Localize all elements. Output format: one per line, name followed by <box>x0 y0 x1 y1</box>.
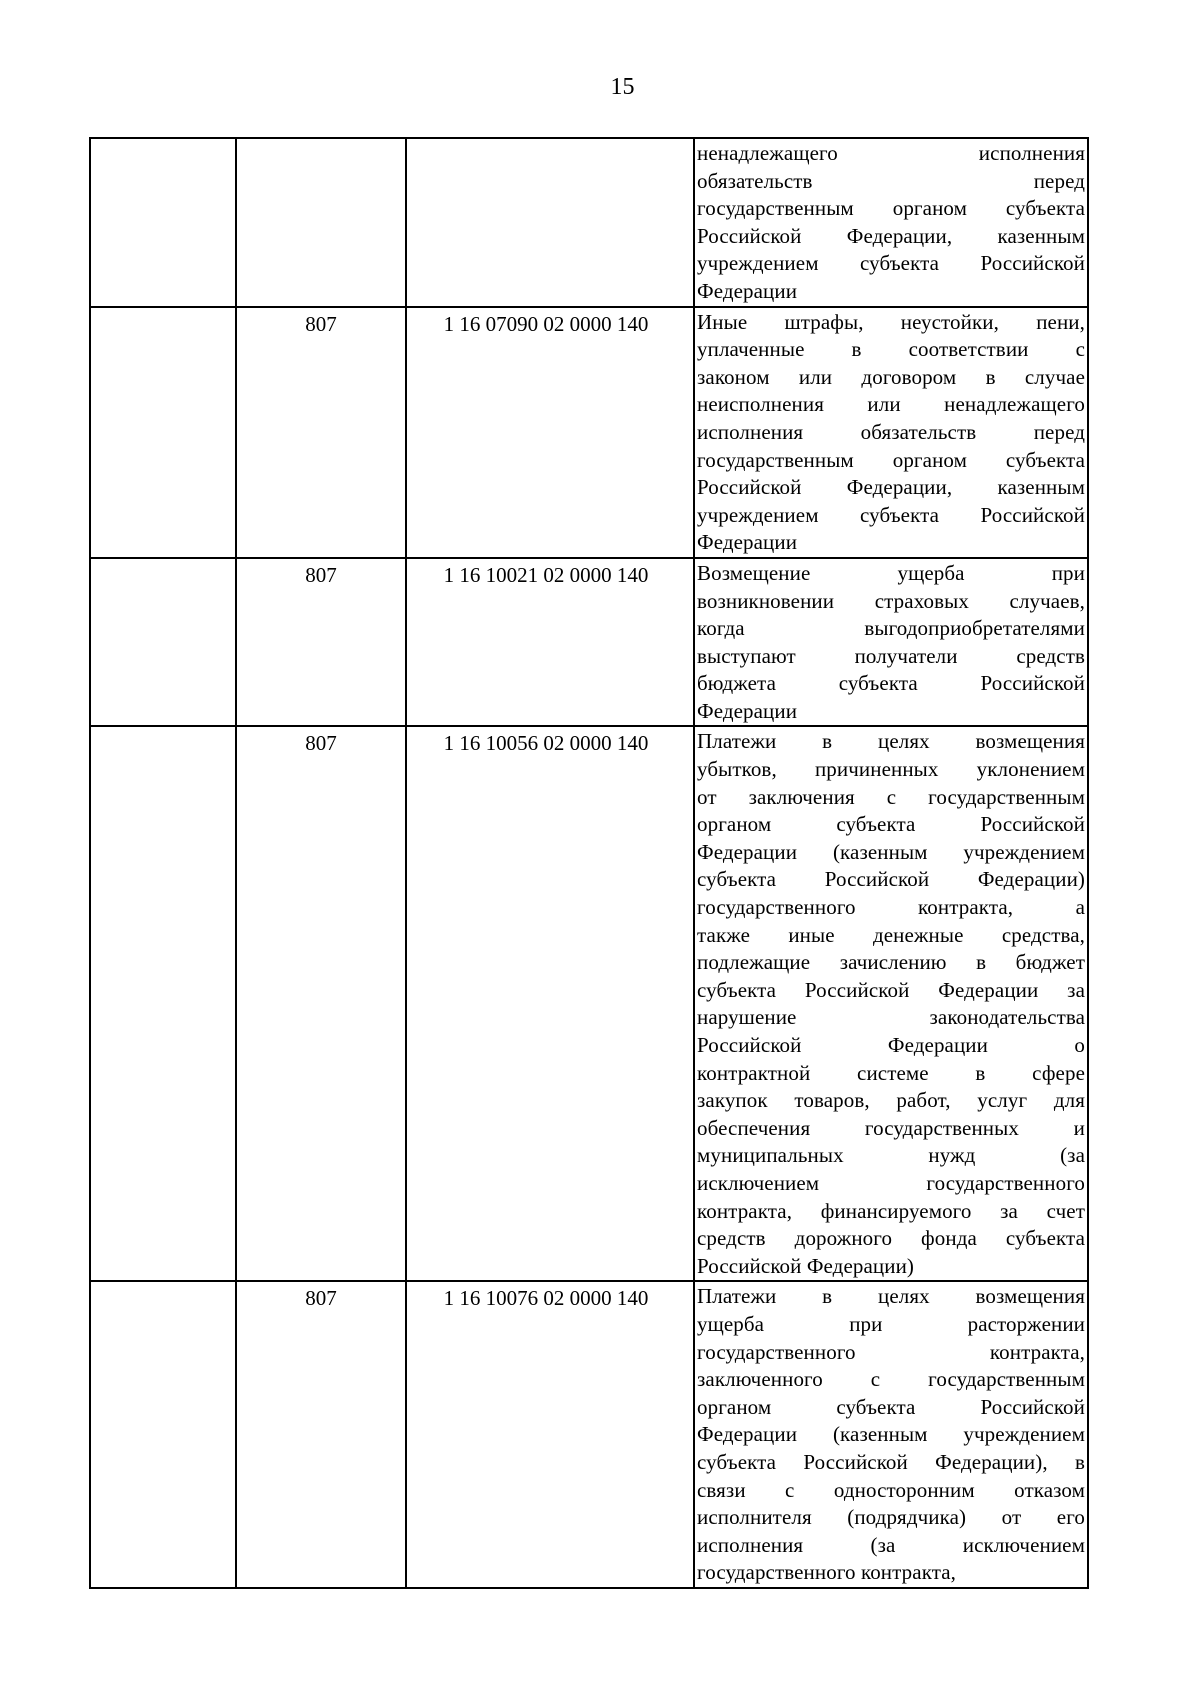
description-line: Российской Федерации о <box>697 1033 1085 1057</box>
description-line: Федерации (казенным учреждением <box>697 1422 1085 1447</box>
table-row <box>90 307 1088 558</box>
table-body <box>90 138 1088 1588</box>
description-line: выступают получатели средств <box>697 643 1085 668</box>
description-line: субъекта Российской Федерации за <box>697 977 1085 1002</box>
description-line: субъекта Российской Федерации), в <box>697 1449 1085 1474</box>
budget-code-table <box>89 137 1089 1589</box>
description-line: Российской Федерации) <box>697 1253 915 1278</box>
description-line: заключенного с государственным <box>697 1367 1085 1392</box>
description-cell <box>694 307 1088 558</box>
description-line: контрактной системе в сфере <box>697 1060 1085 1085</box>
description-line: государственного контракта, а <box>697 895 1085 920</box>
kbk-code-cell: 1 16 10021 02 0000 140 <box>406 558 694 727</box>
admin-code-cell: 807 <box>236 1281 406 1588</box>
description-line: возникновении страховых случаев, <box>697 588 1085 613</box>
description-line: контракта, финансируемого за счет <box>697 1198 1085 1223</box>
description-line: неисполнения или ненадлежащего <box>697 392 1085 417</box>
page-number: 15 <box>610 74 635 100</box>
description-line: субъекта Российской Федерации) <box>697 867 1085 892</box>
description-line: нарушение законодательства <box>697 1005 1085 1030</box>
table-row <box>90 138 1088 307</box>
description-line: Федерации <box>697 698 798 723</box>
description-line: Федерации <box>697 530 798 555</box>
description-line: законом или договором в случае <box>697 364 1085 389</box>
table-row <box>90 558 1088 727</box>
admin-code-cell <box>236 138 406 307</box>
table-row <box>90 1281 1088 1588</box>
description-cell <box>694 1281 1088 1588</box>
description-line: исполнения (за исключением <box>697 1532 1085 1557</box>
admin-code-cell: 807 <box>236 558 406 727</box>
description-line: когда выгодоприобретателями <box>697 616 1085 641</box>
kbk-code-cell: 1 16 10056 02 0000 140 <box>406 726 694 1281</box>
kbk-code-cell <box>406 138 694 307</box>
description-line: убытков, причиненных уклонением <box>697 757 1085 782</box>
description-line: государственным органом субъекта <box>697 447 1085 472</box>
blank-cell <box>90 307 236 558</box>
description-line: Федерации (казенным учреждением <box>697 839 1085 864</box>
description-line: Федерации <box>697 278 798 303</box>
description-line: государственного контракта, <box>697 1339 1085 1364</box>
description-line: Платежи в целях возмещения <box>697 1284 1085 1309</box>
description-line: связи с односторонним отказом <box>697 1477 1085 1502</box>
blank-cell <box>90 726 236 1281</box>
description-cell <box>694 558 1088 727</box>
description-line: обязательств перед <box>697 168 1085 193</box>
description-line: закупок товаров, работ, услуг для <box>697 1088 1085 1113</box>
table-row <box>90 726 1088 1281</box>
description-cell <box>694 726 1088 1281</box>
description-line: ненадлежащего исполнения <box>697 141 1085 165</box>
blank-cell <box>90 1281 236 1588</box>
description-line: обеспечения государственных и <box>697 1115 1085 1140</box>
description-line: также иные денежные средства, <box>697 922 1085 947</box>
description-line: средств дорожного фонда субъекта <box>697 1226 1085 1251</box>
admin-code-cell: 807 <box>236 726 406 1281</box>
description-line: государственного контракта, <box>697 1560 957 1585</box>
description-line: подлежащие зачислению в бюджет <box>697 950 1085 975</box>
description-line: органом субъекта Российской <box>697 812 1085 837</box>
description-cell <box>694 138 1088 307</box>
description-line: от заключения с государственным <box>697 784 1085 809</box>
description-line: органом субъекта Российской <box>697 1394 1085 1419</box>
description-line: исполнителя (подрядчика) от его <box>697 1505 1085 1530</box>
description-line: уплаченные в соответствии с <box>697 337 1085 362</box>
description-line: Российской Федерации, казенным <box>697 223 1085 248</box>
description-line: Иные штрафы, неустойки, пени, <box>697 309 1085 334</box>
blank-cell <box>90 138 236 307</box>
description-line: Российской Федерации, казенным <box>697 475 1085 500</box>
blank-cell <box>90 558 236 727</box>
admin-code-cell: 807 <box>236 307 406 558</box>
description-line: учреждением субъекта Российской <box>697 251 1085 276</box>
description-line: учреждением субъекта Российской <box>697 502 1085 527</box>
description-line: бюджета субъекта Российской <box>697 671 1085 696</box>
description-line: Возмещение ущерба при <box>697 560 1085 585</box>
kbk-code-cell: 1 16 07090 02 0000 140 <box>406 307 694 558</box>
kbk-code-cell: 1 16 10076 02 0000 140 <box>406 1281 694 1588</box>
description-line: Платежи в целях возмещения <box>697 729 1085 754</box>
description-line: исключением государственного <box>697 1170 1085 1195</box>
description-line: муниципальных нужд (за <box>697 1143 1085 1168</box>
description-line: ущерба при расторжении <box>697 1311 1085 1336</box>
description-line: государственным органом субъекта <box>697 196 1085 221</box>
description-line: исполнения обязательств перед <box>697 419 1085 444</box>
